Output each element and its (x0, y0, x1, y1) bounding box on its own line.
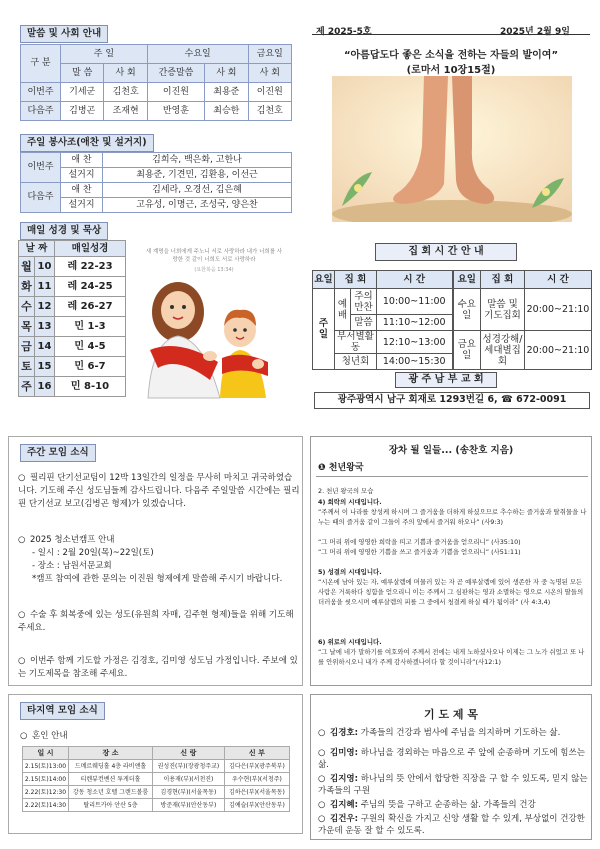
bible-num: 11 (35, 277, 55, 297)
mtg-time: 11:10~12:00 (377, 315, 453, 331)
weekly-text: 수술 후 회복중에 있는 성도(유원희 자매, 김주현 형제)들을 위해 기도해 주세요. (18, 610, 294, 633)
bible-day: 월 (19, 257, 35, 277)
bible-day: 수 (19, 297, 35, 317)
praise-line: “그 날에 네가 말하기를 여호와여 주께서 전에는 내게 노하셨사오나 이제는 그 노가 쉬었고 또 나를 안위하시오니 내가 주께 감사하겠나이다 할 것이니라”(사12:1) (318, 648, 585, 666)
praise-line: “그 머리 위에 영영한 희락을 띠고 기쁨과 즐거움을 얻으리니” (사35:10) (318, 538, 521, 546)
sub-header: 사 회 (205, 64, 248, 83)
praise-divider (316, 476, 588, 477)
weekly-item: ○ 수술 후 회복중에 있는 성도(유원희 자매, 김주현 형제)들을 위해 기도해 주세요. (18, 610, 294, 633)
duty-type: 애 찬 (61, 153, 103, 168)
duty-names: 김세라, 오경선, 김은혜 (103, 183, 292, 198)
weekly-text: 필리핀 단기선교팀이 12박 13일간의 일정을 무사히 마치고 귀국하였습니다. 기도해 주신 성도님들께 감사드립니다. 다음주 주일말씀 시간에는 필리핀 단기선교 보고(김병곤 형제)가 있겠습니다. (18, 473, 300, 509)
mtg-header: 요일 (313, 271, 335, 289)
bible-day: 목 (19, 317, 35, 337)
sub-header: 말 씀 (61, 64, 104, 83)
praise-section-text: 천년왕국 (328, 463, 364, 473)
wedding-cell: 김다은(부)(광주북부) (224, 760, 289, 773)
weekly-item: ○ 필리핀 단기선교팀이 12박 13일간의 일정을 무사히 마치고 귀국하였습니다. 기도해 주신 성도님들께 감사드립니다. 다음주 주일말씀 시간에는 필리핀 단기선교 보고(김병곤 형제)가 있겠습니다. (18, 473, 300, 509)
wedding-cell: 탈리트카아 안산 5층 (69, 799, 153, 812)
jesus-child-drawing (130, 270, 292, 400)
praise-block-head: 6) 위로의 시대입니다. (318, 638, 382, 646)
mtg-name: 부서별활동 (335, 331, 377, 354)
mtg-time: 12:10~13:00 (377, 331, 453, 354)
mtg-fri-day: 금요일 (453, 331, 481, 370)
wedding-cell: 김경현(부)(서울목동) (153, 786, 225, 799)
prayer-name: 김지영: (330, 774, 359, 784)
verse-text: “아름답도다 좋은 소식을 전하는 자들의 발이여” (343, 50, 559, 61)
mtg-name: 청년회 (335, 354, 377, 370)
praise-section (318, 460, 364, 473)
mtg-header: 요일 (453, 271, 481, 289)
bible-ref: 레 22-23 (55, 257, 126, 277)
illustration-quote: 새 계명을 너희에게 주노니 서로 사랑하라 내가 너희를 사랑한 것 같이 너희도 서로 사랑하라 (145, 249, 283, 263)
camp-note: *캠프 참여에 관한 문의는 이진원 형제에게 말씀해 주시기 바랍니다. (32, 574, 283, 584)
header-divider (312, 34, 590, 35)
mtg-wed-day: 수요일 (453, 289, 481, 331)
mtg-header: 집 회 (335, 271, 377, 289)
cell: 반영훈 (147, 102, 204, 121)
prayer-text: 하나님을 경외하는 마음으로 주 앞에 순종하며 기도에 힘쓰는 삶. (318, 748, 585, 770)
prayer-item: ○ 김건우: 구원의 확신을 가지고 신앙 생활 할 수 있게, 부상없이 건강한 가운데 운동 잘 할 수 있도록. (318, 814, 585, 836)
duty-names: 고유성, 이명근, 조성국, 양은찬 (103, 198, 292, 213)
mtg-name: 주의 만찬 (351, 289, 377, 315)
sunday-header: 주 일 (61, 45, 148, 64)
sub-header: 간증말씀 (147, 64, 204, 83)
duty-names: 최용준, 기견민, 김환용, 이선근 (103, 168, 292, 183)
wedding-header: 일 시 (23, 747, 69, 760)
cell: 조재현 (104, 102, 147, 121)
mtg-name: 말씀 (351, 315, 377, 331)
duty-names: 김희숙, 백은화, 고한나 (103, 153, 292, 168)
bible-table (18, 240, 126, 397)
mtg-fri-time: 20:00~21:10 (525, 331, 592, 370)
cell: 김병곤 (61, 102, 104, 121)
cell: 이진원 (147, 83, 204, 102)
cell: 김천호 (104, 83, 147, 102)
prayer-name: 김경호: (330, 728, 359, 738)
bible-day: 화 (19, 277, 35, 297)
mtg-wed-time: 20:00~21:10 (525, 289, 592, 331)
prayer-text: 주님의 뜻을 구하고 순종하는 삶. 가족들의 건강 (360, 800, 536, 810)
wedding-label: ○ 혼인 안내 (20, 731, 68, 741)
bible-header-reading: 매일성경 (55, 241, 126, 257)
cell: 김천호 (248, 102, 291, 121)
weekly-title: 주간 모임 소식 (20, 444, 96, 462)
bible-ref: 민 4-5 (55, 337, 126, 357)
prayer-name: 김지혜: (330, 800, 359, 810)
meeting-table (312, 270, 592, 370)
mtg-sunday: 주 일 (313, 289, 335, 370)
sub-header: 사 회 (104, 64, 147, 83)
friday-header: 금요일 (248, 45, 291, 64)
feet-illustration (332, 76, 572, 222)
wedding-cell: 2.15(토)14:00 (23, 773, 69, 786)
worship-section-title: 말씀 및 사회 안내 (20, 25, 108, 43)
praise-line: “시온에 남아 있는 자, 예루살렘에 머물러 있는 자 곧 예루살렘에 있어 생존한 자 중 녹명된 모든 사람은 거룩하다 칭함을 얻으리니 이는 주께서 그 심판하는 영과 소멸하는 영으로 시온의 딸들의 더러움을 씻으시며 예루살렘의 피를 그 중에서 청결케 하실 때가 됨이라” (사 4:3,4) (318, 578, 584, 606)
prayer-title: 기 도 제 목 (424, 708, 478, 721)
prayer-item: ○ 김지혜: 주님의 뜻을 구하고 순종하는 삶. 가족들의 건강 (318, 800, 536, 810)
wedding-cell: 김하은(부)(서울목동) (224, 786, 289, 799)
jesus-illustration (130, 240, 292, 402)
wedding-text: 혼인 안내 (32, 731, 68, 741)
weekly-text: 2025 청소년캠프 안내 (30, 535, 115, 545)
row-label: 이번주 (21, 83, 61, 102)
prayer-item: ○ 김경호: 가족들의 건강과 범사에 주님을 의지하며 기도하는 삶. (318, 728, 561, 738)
mtg-worship: 예 배 (335, 289, 351, 331)
bible-num: 16 (35, 377, 55, 397)
issue-number: 제 2025-5호 (316, 27, 372, 37)
bible-num: 15 (35, 357, 55, 377)
camp-line: - 장소 : 남원서문교회 (32, 561, 112, 571)
wedding-cell: 2.22(토)14:30 (23, 799, 69, 812)
weekly-item: ○ 2025 청소년캠프 안내 (18, 535, 115, 545)
cell: 이진원 (248, 83, 291, 102)
bible-num: 14 (35, 337, 55, 357)
bible-header-date: 날 짜 (19, 241, 55, 257)
cell: 기세군 (61, 83, 104, 102)
sub-header: 사 회 (248, 64, 291, 83)
church-name: 광 주 남 부 교 회 (395, 372, 497, 388)
bible-day: 토 (19, 357, 35, 377)
church-address: 광주광역시 남구 회재로 1293번길 6, ☎ 672-0091 (314, 392, 590, 409)
wedding-cell: 김예슬(부)(안산동부) (224, 799, 289, 812)
row-label: 이번주 (21, 153, 61, 183)
praise-block-head: 4) 희락의 시대입니다. (318, 498, 382, 506)
meeting-title: 집 회 시 간 안 내 (375, 243, 517, 261)
praise-block-head: 5) 성결의 시대입니다. (318, 568, 382, 576)
row-label: 다음주 (21, 183, 61, 213)
prayer-item: ○ 김지영: 하나님의 뜻 안에서 합당한 직장을 구 할 수 있도록, 믿지 않는 가족들의 구원 (318, 774, 588, 796)
wedding-cell: 드메르웨딩홀 4층 라비앤홀 (69, 760, 153, 773)
wedding-header: 신 부 (224, 747, 289, 760)
wednesday-header: 수요일 (147, 45, 248, 64)
cell: 최승한 (205, 102, 248, 121)
bible-ref: 레 26-27 (55, 297, 126, 317)
wedding-cell: 강동 청소년 호텔 그랜드볼룸 (69, 786, 153, 799)
bible-ref: 민 6-7 (55, 357, 126, 377)
bible-day: 주 (19, 377, 35, 397)
other-title: 타지역 모임 소식 (20, 702, 105, 720)
prayer-item: ○ 김미영: 하나님을 경외하는 마음으로 주 앞에 순종하며 기도에 힘쓰는 삶. (318, 748, 585, 770)
issue-date: 2025년 2월 9일 (500, 27, 570, 37)
worship-table (20, 44, 292, 121)
wedding-table (22, 746, 290, 812)
bible-num: 13 (35, 317, 55, 337)
mtg-header: 집 회 (481, 271, 525, 289)
wedding-cell: 권성진(부)(장광청주교) (153, 760, 225, 773)
mtg-time: 14:00~15:30 (377, 354, 453, 370)
prayer-text: 하나님의 뜻 안에서 합당한 직장을 구 할 수 있도록, 믿지 않는 가족들의 구원 (318, 774, 588, 796)
wedding-cell: 2.15(토)13:00 (23, 760, 69, 773)
wedding-header: 신 랑 (153, 747, 225, 760)
mtg-header: 시 간 (377, 271, 453, 289)
bible-ref: 민 1-3 (55, 317, 126, 337)
bible-day: 금 (19, 337, 35, 357)
row-label: 다음주 (21, 102, 61, 121)
mtg-time: 10:00~11:00 (377, 289, 453, 315)
mtg-wed-name: 말씀 및 기도집회 (481, 289, 525, 331)
col-group-header: 구 분 (21, 45, 61, 83)
camp-line: - 일시 : 2월 20일(목)~22일(토) (32, 548, 154, 558)
mtg-fri-name: 성경강해/ 세대별집회 (481, 331, 525, 370)
praise-line: “주께서 이 나라를 창성케 하시며 그 즐거움을 더하게 하셨으므로 추수하는 즐거움과 탈취물을 나누는 때의 즐거움 같이 그들이 주의 앞에서 즐거워 하오나” (사9:3) (318, 508, 587, 526)
prayer-text: 가족들의 건강과 범사에 주님을 의지하며 기도하는 삶. (360, 728, 561, 738)
duty-type: 설거지 (61, 198, 103, 213)
mtg-header: 시 간 (525, 271, 592, 289)
volunteer-section-title: 주일 봉사조(애찬 및 설거지) (20, 134, 154, 152)
weekly-text: 이번주 함께 기도할 가정은 김경호, 김미영 성도님 가정입니다. 주보에 있는 기도제목을 참조해 주세요. (18, 656, 298, 679)
bullet-icon: ❶ (318, 463, 326, 473)
bible-ref: 레 24-25 (55, 277, 126, 297)
duty-type: 설거지 (61, 168, 103, 183)
wedding-header: 장 소 (69, 747, 153, 760)
volunteer-table (20, 152, 292, 213)
verse-ref: (로마서 10장15절) (406, 65, 496, 76)
wedding-cell: 2.22(토)12:30 (23, 786, 69, 799)
bible-num: 10 (35, 257, 55, 277)
weekly-item: ○ 이번주 함께 기도할 가정은 김경호, 김미영 성도님 가정입니다. 주보에 있는 기도제목을 참조해 주세요. (18, 656, 298, 679)
duty-type: 애 찬 (61, 183, 103, 198)
wedding-cell: 우수현(부)(서청주) (224, 773, 289, 786)
praise-sub: 2. 천년 왕국의 모습 (318, 487, 374, 495)
cell: 최용준 (205, 83, 248, 102)
praise-line: “그 머리 위에 영영한 기쁨을 쓰고 즐거움과 기쁨을 얻으리니” (사51:11) (318, 548, 521, 556)
prayer-text: 구원의 확신을 가지고 신앙 생활 할 수 있게, 부상없이 건강한 가운데 운동 잘 할 수 있도록. (318, 814, 585, 836)
wedding-cell: 방준재(부)(안산동부) (153, 799, 225, 812)
wedding-cell: 티렌뷰컨벤션 투게더홀 (69, 773, 153, 786)
praise-title: 장차 될 일들... (송찬호 지음) (388, 445, 514, 456)
bible-section-title: 매일 성경 및 묵상 (20, 222, 108, 240)
bible-ref: 민 8-10 (55, 377, 126, 397)
illustration-ref: (요한복음 13:34) (194, 267, 234, 273)
wedding-cell: 이용재(부)(서천진) (153, 773, 225, 786)
bible-num: 12 (35, 297, 55, 317)
prayer-name: 김건우: (330, 814, 359, 824)
prayer-name: 김미영: (330, 748, 359, 758)
